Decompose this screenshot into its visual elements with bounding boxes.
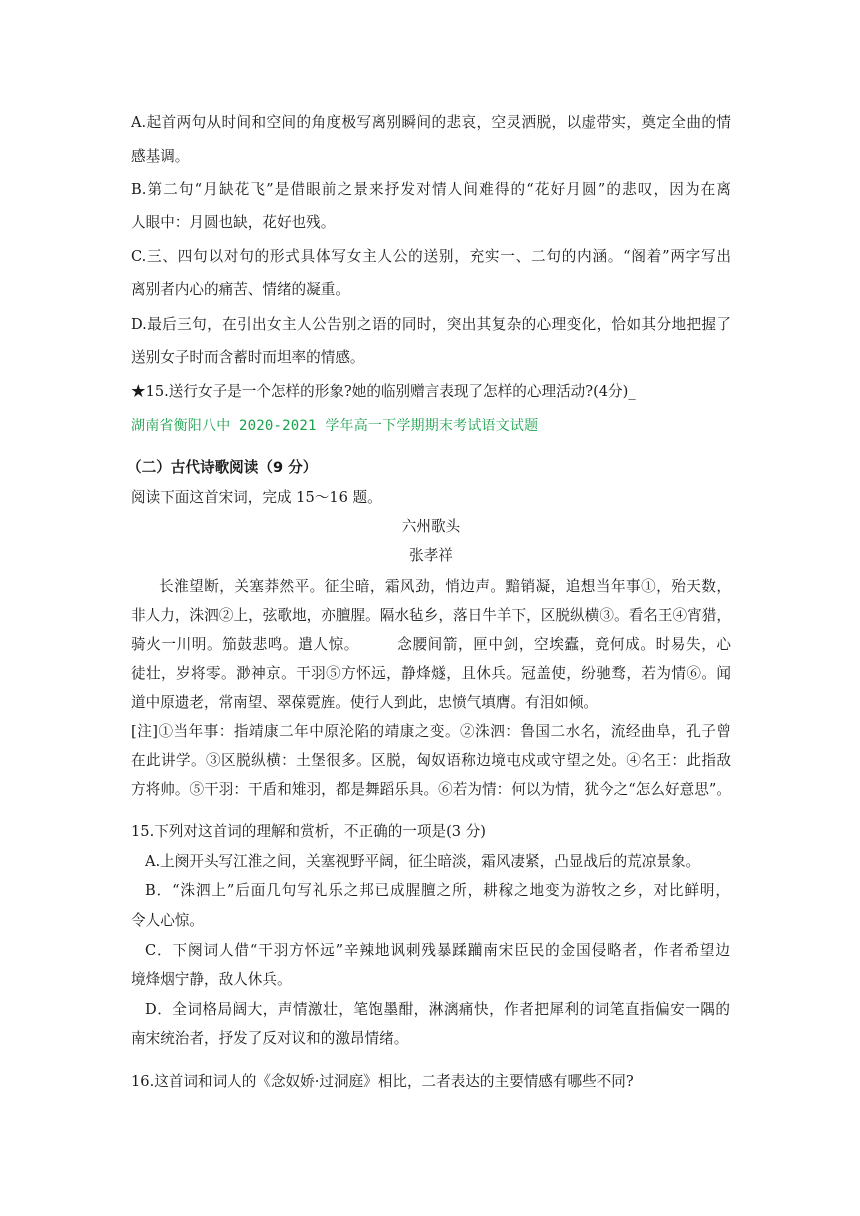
note-line: 方将帅。⑤干羽：干盾和雉羽，都是舞蹈乐具。⑥若为情：何以为情，犹今之“怎么好意思”。 xyxy=(131,781,731,798)
option-a-line2: 感基调。 xyxy=(131,148,190,165)
section-title: （二）古代诗歌阅读（9 分） xyxy=(127,459,318,476)
option-a-line1: A.起首两句从时间和空间的角度极写离别瞬间的悲哀，空灵洒脱，以虚带实，奠定全曲的情 xyxy=(131,114,731,131)
poem-line: 徒壮，岁将零。渺神京。干羽⑤方怀远，静烽燧，且休兵。冠盖使，纷驰骛，若为情⑥。闻 xyxy=(131,665,731,682)
q15-option-b-line1: B．“洙泗上”后面几句写礼乐之邦已成腥膻之所，耕稼之地变为游牧之乡，对比鲜明， xyxy=(145,882,730,899)
option-d-line1: D.最后三句，在引出女主人公告别之语的同时，突出其复杂的心理变化，恰如其分地把握了 xyxy=(131,316,731,333)
note-line: 在此讲学。③区脱纵横：土堡很多。区脱，匈奴语称边境屯戍或守望之处。④名王：此指敌 xyxy=(131,752,731,769)
poem-line: 长淮望断，关塞莽然平。征尘暗，霜风劲，悄边声。黯销凝，追想当年事①，殆天数， xyxy=(159,578,731,595)
q15-option-a: A.上阕开头写江淮之间，关塞视野平阔，征尘暗淡，霜风凄紧，凸显战后的荒凉景象。 xyxy=(145,853,701,870)
question-15-stem: 15.下列对这首词的理解和赏析，不正确的一项是(3 分) xyxy=(131,823,486,840)
poem-author: 张孝祥 xyxy=(409,547,453,564)
option-c-line2: 离别者内心的痛苦、情绪的凝重。 xyxy=(131,281,350,298)
question-16-stem: 16.这首词和词人的《念奴娇·过洞庭》相比，二者表达的主要情感有哪些不同? xyxy=(131,1073,634,1090)
instruction-text: 阅读下面这首宋词，完成 15～16 题。 xyxy=(131,489,382,506)
option-c-line1: C.三、四句以对句的形式具体写女主人公的送别，充实一、二句的内涵。“阁着”两字写出 xyxy=(131,248,731,265)
question-15-star: ★15.送行女子是一个怎样的形象?她的临别赠言表现了怎样的心理活动?(4分)_ xyxy=(131,383,636,400)
q15-option-c-line1: C．下阕词人借“干羽方怀远”辛辣地讽刺残暴蹂躏南宋臣民的金国侵略者，作者希望边 xyxy=(145,942,730,959)
q15-option-d-line1: D．全词格局阔大，声情激壮，笔饱墨酣，淋漓痛快，作者把犀利的词笔直指偏安一隅的 xyxy=(145,1001,730,1018)
q15-option-d-line2: 南宋统治者，抒发了反对议和的激昂情绪。 xyxy=(131,1030,409,1047)
source-link[interactable]: 湖南省衡阳八中 2020-2021 学年高一下学期期末考试语文试题 xyxy=(131,418,539,434)
poem-line: 骑火一川明。笳鼓悲鸣。遣人惊。 念腰间箭，匣中剑，空埃蠹，竟何成。时易失，心 xyxy=(131,636,731,653)
note-line: [注]①当年事：指靖康二年中原沦陷的靖康之变。②洙泗：鲁国二水名，流经曲阜，孔子曾 xyxy=(131,723,731,740)
option-b-line1: B.第二句“月缺花飞”是借眼前之景来抒发对情人间难得的“花好月圆”的悲叹，因为在离 xyxy=(131,181,731,198)
q15-option-c-line2: 境烽烟宁静，敌人休兵。 xyxy=(131,971,292,988)
option-b-line2: 人眼中：月圆也缺，花好也残。 xyxy=(131,214,336,231)
poem-title: 六州歌头 xyxy=(401,518,461,535)
poem-line: 道中原遗老，常南望、翠葆霓旌。使行人到此，忠愤气填膺。有泪如倾。 xyxy=(131,694,599,711)
poem-line: 非人力，洙泗②上，弦歌地，亦膻腥。隔水毡乡，落日牛羊下，区脱纵横③。看名王④宵猎， xyxy=(131,607,731,624)
q15-option-b-line2: 令人心惊。 xyxy=(131,912,204,929)
option-d-line2: 送别女子时而含蓄时而坦率的情感。 xyxy=(131,349,365,366)
